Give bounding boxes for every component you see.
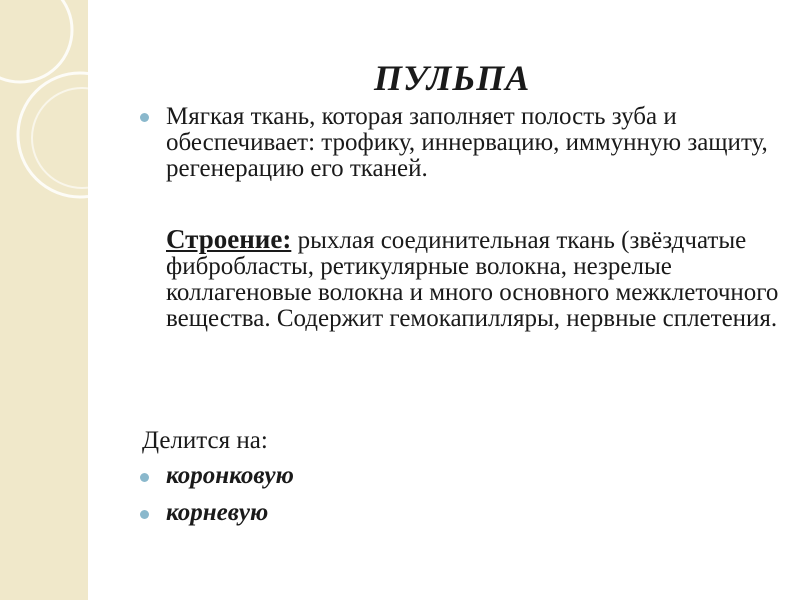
bullet-icon [140,473,149,482]
structure-paragraph [166,226,786,332]
structure-text: рыхлая соединительная ткань (звёздчатые фибробласты, ретикулярные волокна, незрелые коллагеновые волокна и много основного межклеточного вещества. Содержит гемокапилляры, нервные сплетения. [166,227,779,332]
bullet-icon [140,510,149,519]
slide-title: ПУЛЬПА [374,58,531,98]
division-item-root: корневую [166,499,269,526]
structure-label: Строение: [166,224,292,254]
bullet-icon [140,113,149,122]
division-item-crown: коронковую [166,462,294,489]
divides-label: Делится на: [142,427,268,454]
decorative-rings-icon [0,0,88,600]
definition-paragraph: Мягкая ткань, которая заполняет полость зуба и обеспечивает: трофику, иннервацию, иммунную защиту, регенерацию его тканей. [166,103,768,182]
decorative-side-band [0,0,88,600]
